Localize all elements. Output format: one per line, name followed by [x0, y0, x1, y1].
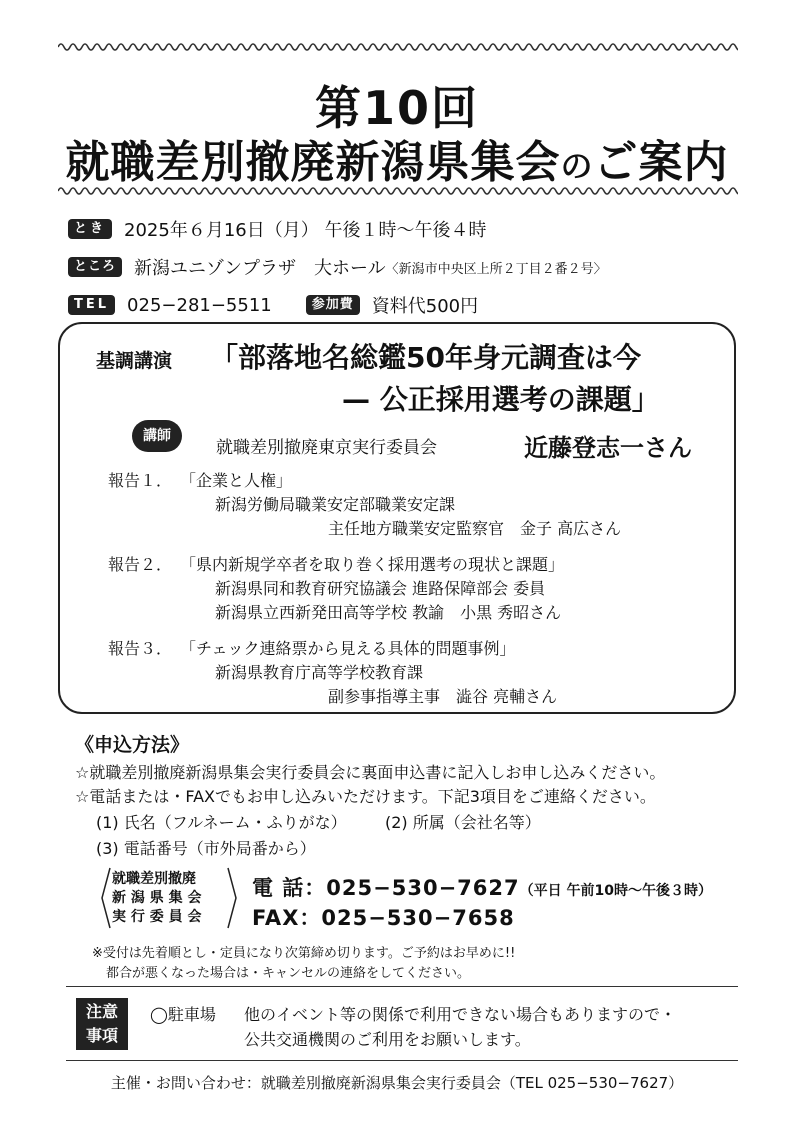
divider-bottom — [66, 1060, 738, 1061]
place-row — [68, 254, 607, 280]
keynote-title-line2: — 公正採用選考の課題」 — [342, 383, 660, 416]
report-3-presenter: 副参事指導主事 澁谷 亮輔さん — [328, 687, 558, 706]
caution-text-1: 他のイベント等の関係で利用できない場合もありますので・ — [244, 1005, 677, 1024]
report-1-presenter-org: 新潟労働局職業安定部職業安定課 — [215, 495, 456, 514]
event-main-title: 就職差別撤廃新潟県集会のご案内 — [65, 137, 729, 188]
fee-text: 資料代500円 — [371, 296, 479, 317]
caution-badge: 注意 事項 — [76, 998, 128, 1050]
speaker-name: 近藤登志一さん — [524, 434, 692, 462]
decorative-wave-top — [58, 40, 738, 54]
parking-label: ◯駐車場 — [150, 1005, 216, 1024]
tel-fee-row — [68, 292, 478, 318]
place-text: 新潟ユニゾンプラザ 大ホール — [134, 258, 386, 279]
application-fax: FAX：025−530−7658 — [252, 906, 515, 930]
report-3-label: 報告３． — [108, 639, 173, 658]
date-text: 2025年６月16日（月） 午後１時～午後４時 — [124, 220, 487, 241]
application-phone: 電 話：025−530−7627（平日 午前10時〜午後３時） — [252, 876, 712, 900]
place-tag: ところ — [68, 257, 122, 277]
report-2-presenter: 新潟県立西新発田高等学校 教諭 小黒 秀昭さん — [215, 603, 562, 622]
fee-tag: 参加費 — [306, 295, 360, 315]
tel-tag: TEL — [68, 295, 115, 315]
report-1-title: 「企業と人権」 — [180, 471, 293, 490]
report-2-presenter-org: 新潟県同和教育研究協議会 進路保障部会 委員 — [215, 579, 546, 598]
tel-text: 025−281−5511 — [127, 294, 272, 316]
report-2-label: 報告２． — [108, 555, 173, 574]
report-2-title: 「県内新規学卒者を取り巻く採用選考の現状と課題」 — [180, 555, 565, 574]
decorative-wave-bottom — [58, 184, 738, 198]
application-note-2: 都合が悪くなった場合は・キャンセルの連絡をしてください。 — [106, 966, 471, 981]
committee-name: 就職差別撤廃 新 潟 県 集 会 実 行 委 員 会 — [112, 871, 202, 925]
application-note-1: ※受付は先着順とし・定員になり次第締め切ります。ご予約はお早めに!! — [92, 946, 516, 961]
date-tag: とき — [68, 219, 112, 239]
keynote-label: 基調講演 — [96, 350, 173, 372]
report-3-title: 「チェック連絡票から見える具体的問題事例」 — [180, 639, 516, 658]
report-3-presenter-org: 新潟県教育庁高等学校教育課 — [215, 663, 424, 682]
application-line-2: ☆電話または・FAXでもお申し込みいただけます。下記3項目をご連絡ください。 — [75, 787, 656, 806]
event-number-title: 第10回 — [314, 81, 479, 135]
report-1-label: 報告１． — [108, 471, 173, 490]
report-1-presenter: 主任地方職業安定監察官 金子 高広さん — [328, 519, 622, 538]
date-row — [68, 216, 486, 242]
divider-top — [66, 986, 738, 987]
speaker-badge: 講師 — [132, 420, 182, 452]
application-item-3: (3) 電話番号（市外局番から） — [96, 839, 316, 858]
application-line-1: ☆就職差別撤廃新潟県集会実行委員会に裏面申込書に記入しお申し込みください。 — [75, 763, 666, 782]
speaker-organization: 就職差別撤廃東京実行委員会 — [216, 438, 437, 458]
keynote-title-line1: 「部落地名総鑑50年身元調査は今 — [210, 341, 641, 374]
organizer-contact: 主催・お問い合わせ：就職差別撤廃新潟県集会実行委員会（TEL 025−530−7627） — [110, 1074, 684, 1092]
application-heading: 《申込方法》 — [75, 734, 190, 756]
application-item-1: (1) 氏名（フルネーム・ふりがな） — [96, 813, 347, 832]
caution-text-2: 公共交通機関のご利用をお願いします。 — [244, 1030, 531, 1049]
application-item-2: (2) 所属（会社名等） — [385, 813, 541, 832]
place-address: 〈新潟市中央区上所２丁目２番２号〉 — [385, 261, 607, 277]
